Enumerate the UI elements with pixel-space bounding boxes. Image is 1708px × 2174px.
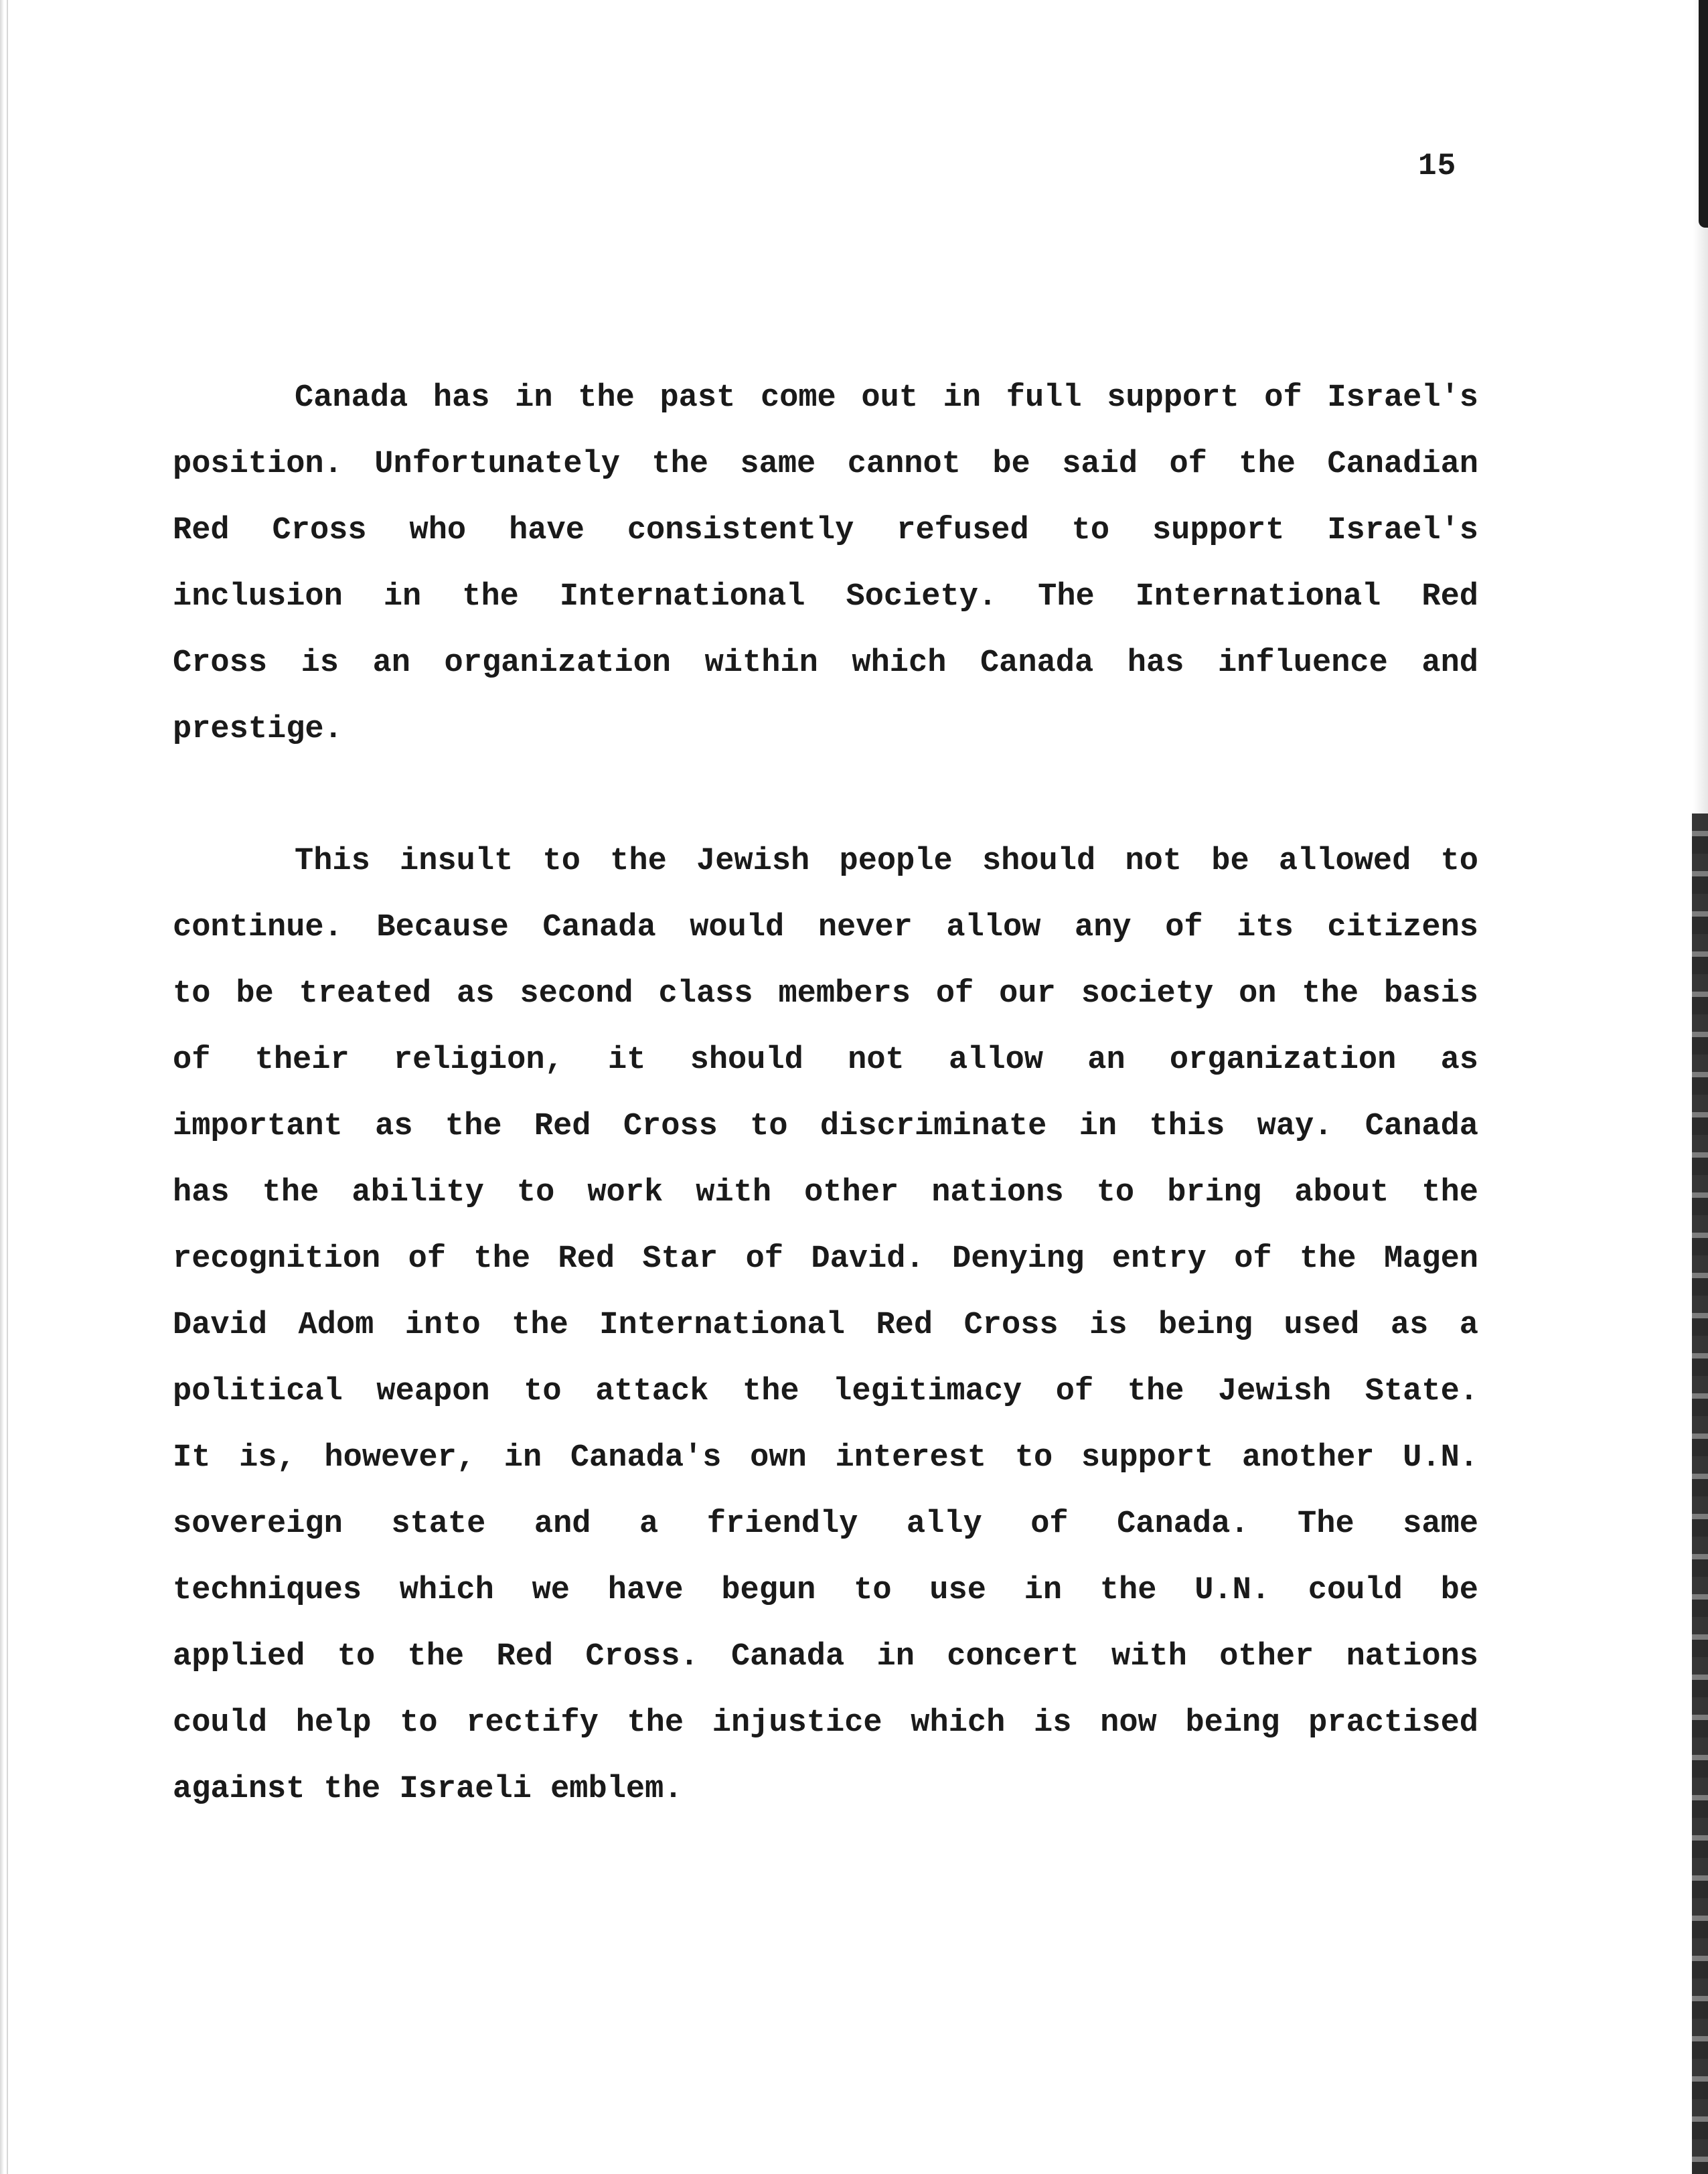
paragraph-1: [173, 365, 1478, 763]
paragraph-line: of their religion, it should not allow an organization as: [173, 1042, 1478, 1078]
paragraph-line: applied to the Red Cross. Canada in concert with other nations: [173, 1639, 1478, 1675]
scan-edge-right-dark-bottom: [1692, 813, 1708, 2174]
paragraph-line: This insult to the Jewish people should not be allowed to: [295, 844, 1478, 879]
paragraph-line: Red Cross who have consistently refused to support Israel's: [173, 513, 1478, 548]
paragraph-line: techniques which we have begun to use in the U.N. could be: [173, 1573, 1478, 1608]
paragraph-line: position. Unfortunately the same cannot be said of the Canadian: [173, 447, 1478, 482]
paragraph-line: Canada has in the past come out in full support of Israel's: [295, 380, 1478, 416]
paragraph-line: against the Israeli emblem.: [173, 1772, 683, 1807]
paragraph-line: sovereign state and a friendly ally of Canada. The same: [173, 1506, 1478, 1542]
scan-edge-left-line: [7, 0, 8, 2174]
paragraph-line: recognition of the Red Star of David. Denying entry of the Magen: [173, 1241, 1478, 1277]
paragraph-line: important as the Red Cross to discriminate in this way. Canada: [173, 1109, 1478, 1144]
paragraph-line: Cross is an organization within which Canada has influence and: [173, 645, 1478, 681]
scan-edge-right-dark-top: [1699, 0, 1708, 228]
paragraph-line: to be treated as second class members of our society on the basis: [173, 976, 1478, 1012]
scan-edge-left: [0, 0, 4, 2174]
paragraph-line: It is, however, in Canada's own interest to support another U.N.: [173, 1440, 1478, 1476]
paragraph-line: David Adom into the International Red Cross is being used as a: [173, 1308, 1478, 1343]
paragraph-line: could help to rectify the injustice which is now being practised: [173, 1705, 1478, 1741]
paragraph-2: [173, 828, 1478, 1822]
paragraph-line: inclusion in the International Society. The International Red: [173, 579, 1478, 615]
paragraph-line: has the ability to work with other nations to bring about the: [173, 1175, 1478, 1211]
page-number: 15: [1418, 149, 1457, 183]
paragraph-line: political weapon to attack the legitimacy of the Jewish State.: [173, 1374, 1478, 1409]
paragraph-line: prestige.: [173, 712, 343, 747]
paragraph-line: continue. Because Canada would never allow any of its citizens: [173, 910, 1478, 945]
